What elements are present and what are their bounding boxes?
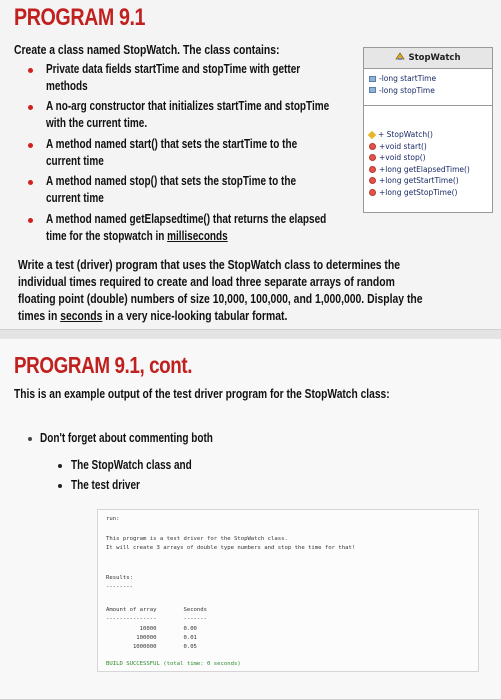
bullet-dot: [28, 105, 33, 110]
slide-gap: [0, 330, 501, 339]
sub-bullet-driver: The test driver: [71, 478, 140, 492]
uml-spacer: [364, 106, 492, 127]
field-icon: [369, 87, 376, 93]
field-icon: [369, 76, 376, 82]
uml-class-header: [364, 48, 492, 69]
uml-method-row: [364, 129, 492, 141]
terminal-line: run:: [106, 516, 120, 522]
paragraph-line-4: [18, 308, 287, 323]
terminal-line: 1000000 0.05: [106, 644, 197, 650]
uml-method-text: + StopWatch(): [378, 130, 433, 140]
terminal-line: Amount of array Seconds: [106, 607, 208, 613]
sub-bullet-dot: [58, 464, 62, 468]
terminal-line: 100000 0.01: [106, 635, 197, 641]
bullet-dot: [28, 180, 33, 185]
bullet-comment: Don't forget about commenting both: [40, 431, 213, 445]
sub-bullet-class: The StopWatch class and: [71, 458, 192, 472]
terminal-output: [97, 509, 479, 672]
uml-field-text: -long stopTime: [379, 85, 435, 95]
paragraph-line-3: floating point (double) numbers of size 10,000, 100,000, and 1,000,000. Display the: [18, 291, 423, 306]
bullet-3-line-1: A method named start() that sets the startTime to the: [46, 137, 298, 151]
bullet-5-line-1: A method named getElapsedtime() that returns the elapsed: [46, 212, 327, 226]
bullet-dot: [28, 143, 33, 148]
uml-class-name: StopWatch: [408, 53, 461, 63]
terminal-line-build: BUILD SUCCESSFUL (total time: 0 seconds): [106, 661, 241, 667]
uml-method-row: [364, 187, 492, 199]
milliseconds-emphasis: milliseconds: [167, 229, 228, 243]
uml-field-row: [364, 85, 492, 97]
uml-method-row: [364, 175, 492, 187]
paragraph-line-1: Write a test (driver) program that uses the StopWatch class to determines the: [18, 257, 400, 272]
constructor-icon: [368, 131, 376, 139]
terminal-line: Results:: [106, 575, 133, 581]
bullet-4-line-1: A method named stop() that sets the stopTime to the: [46, 174, 297, 188]
terminal-line: --------: [106, 584, 133, 590]
sub-bullet-dot: [58, 484, 62, 488]
paragraph-line-4-b: in a very nice-looking tabular format.: [105, 308, 288, 323]
bullet-2-line-1: A no-arg constructor that initializes startTime and stopTime: [46, 99, 330, 113]
uml-method-text: +long getElapsedTime(): [379, 164, 470, 174]
method-icon: [369, 154, 376, 161]
uml-methods: [364, 127, 492, 198]
bullet-dot: [28, 68, 33, 73]
bullet-5-line-2-text: time for the stopwatch in: [46, 229, 165, 243]
slide-title: PROGRAM 9.1, cont.: [14, 352, 193, 378]
bullet-4-line-2: current time: [46, 191, 104, 205]
terminal-line: It will create 3 arrays of double type numbers and stop the time for that!: [106, 545, 356, 551]
bullet-2-line-2: with the current time.: [46, 116, 148, 130]
paragraph-line-2: individual times required to create and load three separate arrays of random: [18, 274, 395, 289]
method-icon: [369, 143, 376, 150]
uml-method-text: +void stop(): [379, 153, 426, 163]
uml-fields: [364, 69, 492, 106]
bullet-3-line-2: current time: [46, 154, 104, 168]
method-icon: [369, 189, 376, 196]
uml-field-text: -long startTime: [379, 74, 437, 84]
bullet-1-line-1: Private data fields startTime and stopTime with getter: [46, 62, 301, 76]
uml-method-row: [364, 141, 492, 153]
uml-field-row: [364, 73, 492, 85]
method-icon: [369, 166, 376, 173]
intro-text: Create a class named StopWatch. The class contains:: [14, 42, 280, 57]
terminal-line: --------------- -------: [106, 616, 208, 622]
seconds-emphasis: seconds: [60, 308, 103, 323]
terminal-line: This program is a test driver for the StopWatch class.: [106, 536, 288, 542]
method-icon: [369, 177, 376, 184]
class-icon: [395, 52, 405, 64]
uml-method-text: +void start(): [379, 141, 427, 151]
bullet-dot: [28, 437, 32, 441]
paragraph-line-4-a: times in: [18, 308, 58, 323]
bullet-5-line-2: [46, 229, 228, 243]
intro-text: This is an example output of the test driver program for the StopWatch class:: [14, 386, 390, 401]
terminal-line: 10000 0.00: [106, 626, 197, 632]
uml-method-row: [364, 164, 492, 176]
slide-title: PROGRAM 9.1: [14, 4, 146, 31]
bullet-1-line-2: methods: [46, 79, 88, 93]
uml-method-text: +long getStartTime(): [379, 176, 459, 186]
bullet-dot: [28, 218, 33, 223]
slide-program-9-1: [0, 0, 501, 330]
uml-method-text: +long getStopTime(): [379, 187, 458, 197]
stopwatch-uml-diagram: [363, 47, 493, 213]
uml-method-row: [364, 152, 492, 164]
